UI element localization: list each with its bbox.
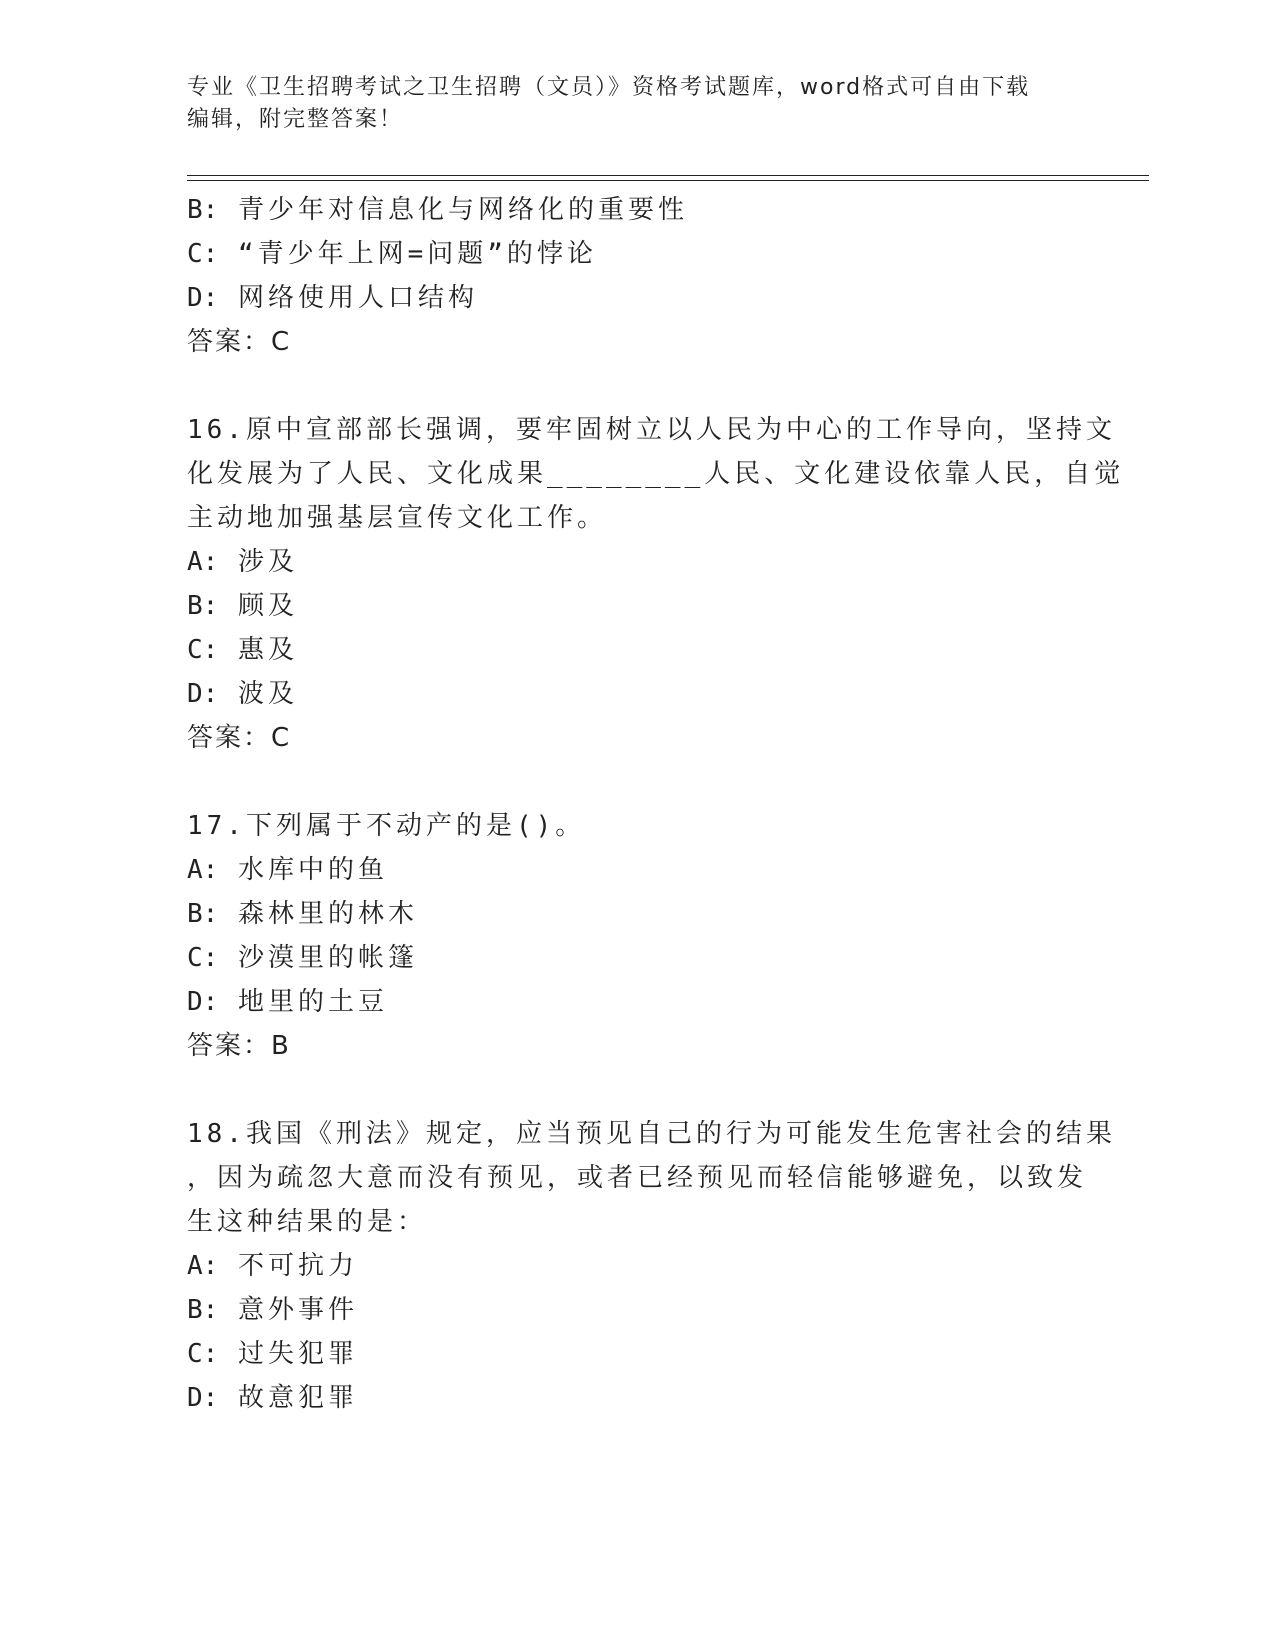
option-text: 网络使用人口结构: [237, 283, 478, 313]
answer-value: B: [271, 1031, 289, 1061]
option-label: B:: [187, 591, 219, 621]
q18-stem-line-2: ，因为疏忽大意而没有预见，或者已经预见而轻信能够避免，以致发: [187, 1163, 1088, 1193]
option-label: A:: [187, 1251, 219, 1281]
header-line-1: 专业《卫生招聘考试之卫生招聘（文员）》资格考试题库，word格式可自由下载: [187, 75, 1031, 100]
answer-value: C: [271, 723, 290, 753]
q17-option-b: [187, 897, 418, 931]
q15-option-c: [187, 237, 597, 271]
option-label: D:: [187, 283, 219, 313]
header-line-2: 编辑，附完整答案！: [187, 107, 404, 132]
option-text: 过失犯罪: [237, 1339, 358, 1369]
q17-option-d: [187, 985, 388, 1019]
q15-option-d: [187, 281, 478, 315]
answer-label: 答案：: [187, 327, 272, 357]
q18-option-c: [187, 1337, 358, 1371]
answer-value: C: [271, 327, 290, 357]
option-text: 地里的土豆: [237, 987, 388, 1017]
document-header: [187, 72, 1087, 136]
q16-option-d: [187, 677, 298, 711]
q15-option-b: [187, 193, 688, 227]
q18-stem-line-1: 18.我国《刑法》规定，应当预见自己的行为可能发生危害社会的结果: [187, 1119, 1116, 1149]
option-text: 沙漠里的帐篷: [237, 943, 418, 973]
q16-stem-line-1: 16.原中宣部部长强调，要牢固树立以人民为中心的工作导向，坚持文: [187, 415, 1116, 445]
option-text: 森林里的林木: [237, 899, 418, 929]
q17-option-c: [187, 941, 418, 975]
option-label: C:: [187, 1339, 219, 1369]
option-text: 不可抗力: [237, 1251, 358, 1281]
header-rule-bottom: [187, 180, 1149, 181]
option-label: C:: [187, 943, 219, 973]
q18-option-a: [187, 1249, 358, 1283]
option-text: 青少年对信息化与网络化的重要性: [237, 195, 688, 225]
option-label: D:: [187, 987, 219, 1017]
option-label: B:: [187, 195, 219, 225]
q18-option-d: [187, 1381, 358, 1415]
q16-stem-line-3: 主动地加强基层宣传文化工作。: [187, 503, 608, 533]
option-label: D:: [187, 1383, 219, 1413]
q17-answer: [187, 1029, 289, 1063]
option-label: B:: [187, 1295, 219, 1325]
header-rule-top: [187, 175, 1149, 176]
option-label: C:: [187, 635, 219, 665]
option-text: 意外事件: [237, 1295, 358, 1325]
option-label: B:: [187, 899, 219, 929]
answer-label: 答案：: [187, 1031, 272, 1061]
option-text: “青少年上网=问题”的悖论: [237, 239, 597, 269]
option-text: 故意犯罪: [237, 1383, 358, 1413]
q18-option-b: [187, 1293, 358, 1327]
q16-stem-line-2: 化发展为了人民、文化成果________人民、文化建设依靠人民，自觉: [187, 459, 1125, 489]
q17-option-a: [187, 853, 388, 887]
q16-option-c: [187, 633, 298, 667]
option-text: 波及: [237, 679, 298, 709]
q18-stem-line-3: 生这种结果的是：: [187, 1207, 428, 1237]
option-text: 水库中的鱼: [237, 855, 388, 885]
answer-label: 答案：: [187, 723, 272, 753]
option-label: C:: [187, 239, 219, 269]
q16-option-b: [187, 589, 298, 623]
q16-option-a: [187, 545, 298, 579]
q16-answer: [187, 721, 289, 755]
option-label: A:: [187, 855, 219, 885]
option-text: 涉及: [237, 547, 298, 577]
q17-stem-line-1: 17.下列属于不动产的是()。: [187, 811, 586, 841]
q15-answer: [187, 325, 289, 359]
option-text: 顾及: [237, 591, 298, 621]
option-label: D:: [187, 679, 219, 709]
option-text: 惠及: [237, 635, 298, 665]
option-label: A:: [187, 547, 219, 577]
